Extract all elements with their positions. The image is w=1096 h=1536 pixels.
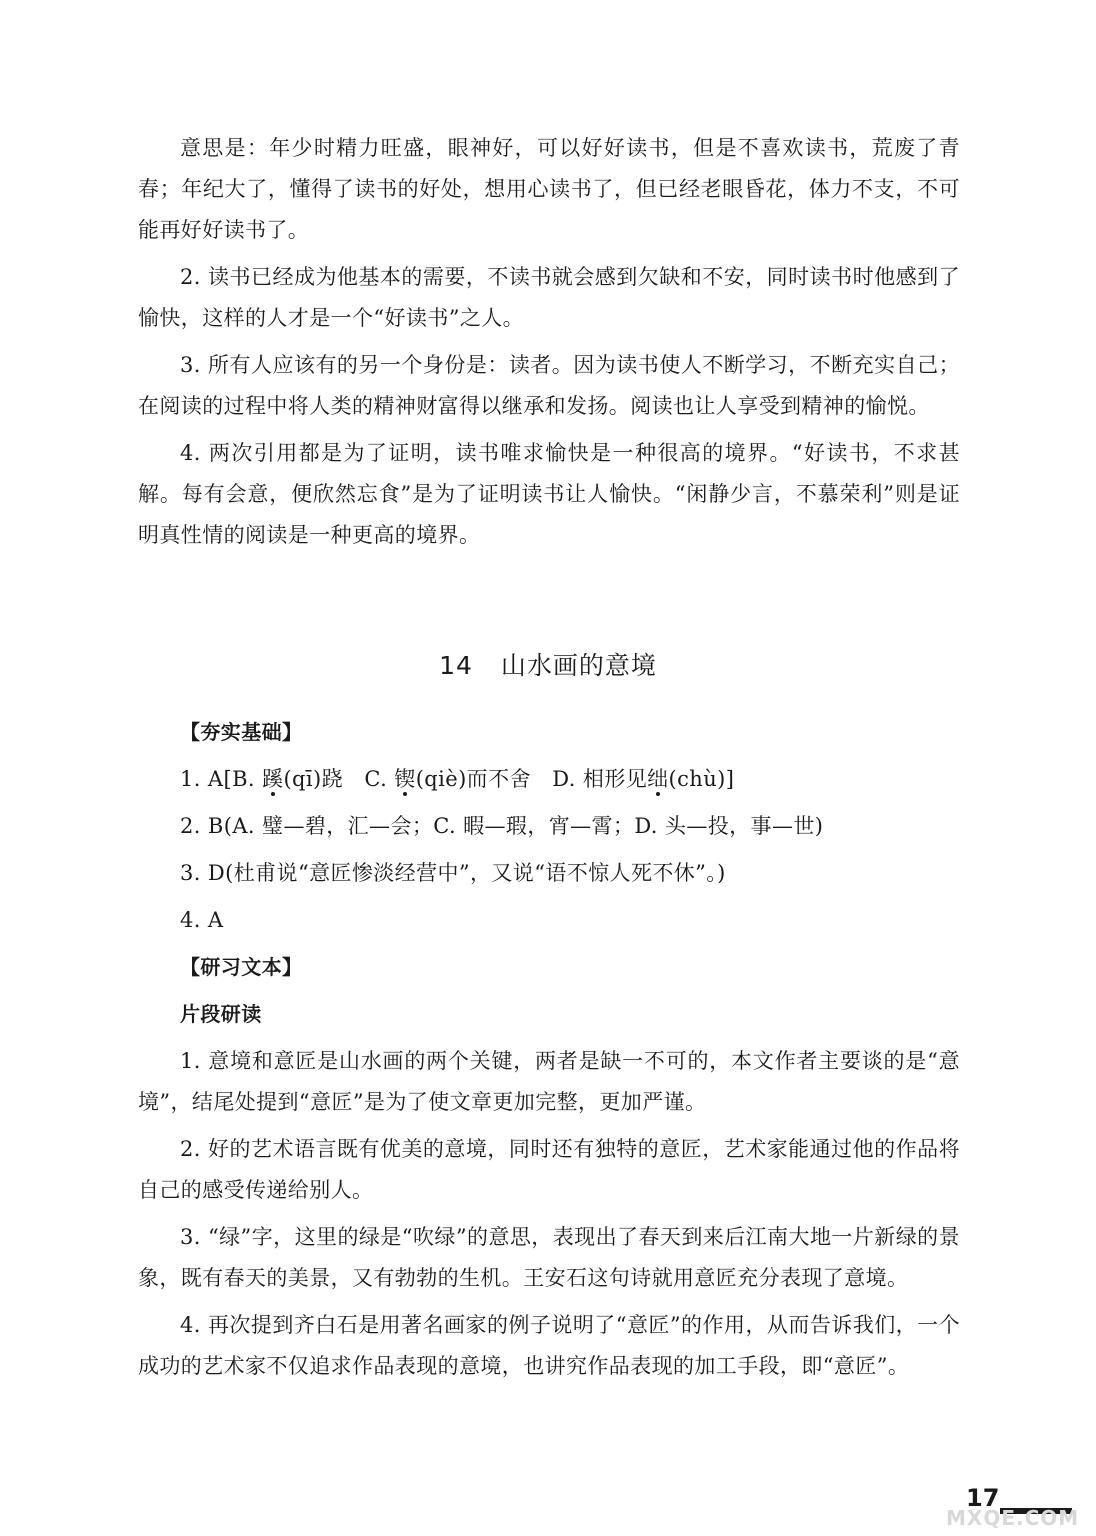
study-answer-2: 2. 好的艺术语言既有优美的意境，同时还有独特的意匠，艺术家能通过他的作品将自己的感受传递给别人。 xyxy=(138,1137,960,1202)
chapter-answers xyxy=(138,712,960,1393)
chapter-number: 14 xyxy=(439,651,473,680)
paragraph-meaning: 意思是：年少时精力旺盛，眼神好，可以好好读书，但是不喜欢读书，荒废了青春；年纪大了，懂得了读书的好处，想用心读书了，但已经老眼昏花，体力不支，不可能再好好读书了。 xyxy=(138,136,960,242)
top-answers xyxy=(138,128,960,562)
chapter-name: 山水画的意境 xyxy=(500,651,657,680)
answer-3: 3. 所有人应该有的另一个身份是：读者。因为读书使人不断学习，不断充实自己；在阅读的过程中将人类的精神财富得以继承和发扬。阅读也让人享受到精神的愉悦。 xyxy=(138,353,960,418)
answer-2: 2. 读书已经成为他基本的需要，不读书就会感到欠缺和不安，同时读书时他感到了愉快，这样的人才是一个“好读书”之人。 xyxy=(138,265,960,330)
section-heading-study: 【研习文本】 xyxy=(180,955,303,979)
subheading-fragment-reading: 片段研读 xyxy=(180,1002,262,1026)
chapter-title xyxy=(0,646,1096,682)
basics-answer-3: 3. D(杜甫说“意匠惨淡经营中”，又说“语不惊人死不休”。) xyxy=(180,861,726,885)
page-number: 17 xyxy=(966,1484,1000,1512)
basics-answer-2: 2. B(A. 璧—碧，汇—会；C. 暇—瑕，宵—霄；D. 头—投，事—世) xyxy=(180,814,824,838)
study-answer-4: 4. 再次提到齐白石是用著名画家的例子说明了“意匠”的作用，从而告诉我们，一个成功的艺术家不仅追求作品表现的意境，也讲究作品表现的加工手段，即“意匠”。 xyxy=(138,1313,960,1378)
dotted-char: 锲 xyxy=(394,767,416,791)
watermark: MXQE.COM xyxy=(946,1506,1080,1530)
basics-answer-4: 4. A xyxy=(180,908,224,932)
section-heading-basics: 【夯实基础】 xyxy=(180,720,303,744)
answer-4: 4. 两次引用都是为了证明，读书唯求愉快是一种很高的境界。“好读书，不求甚解。每有会意，便欣然忘食”是为了证明读书让人愉快。“闲静少言，不慕荣利”则是证明真性情的阅读是一种更高的境界。 xyxy=(138,441,960,547)
study-answer-1: 1. 意境和意匠是山水画的两个关键，两者是缺一不可的，本文作者主要谈的是“意境”，结尾处提到“意匠”是为了使文章更加完整，更加严谨。 xyxy=(138,1049,960,1114)
basics-answer-1: 1. A[B. 蹊(qī)跷 C. 锲(qiè)而不舍 D. 相形见绌(chù)] xyxy=(180,767,735,791)
dotted-char: 蹊 xyxy=(262,767,284,791)
study-answer-3: 3. “绿”字，这里的绿是“吹绿”的意思，表现出了春天到来后江南大地一片新绿的景象，既有春天的美景，又有勃勃的生机。王安石这句诗就用意匠充分表现了意境。 xyxy=(138,1225,960,1290)
dotted-char: 绌 xyxy=(647,767,669,791)
